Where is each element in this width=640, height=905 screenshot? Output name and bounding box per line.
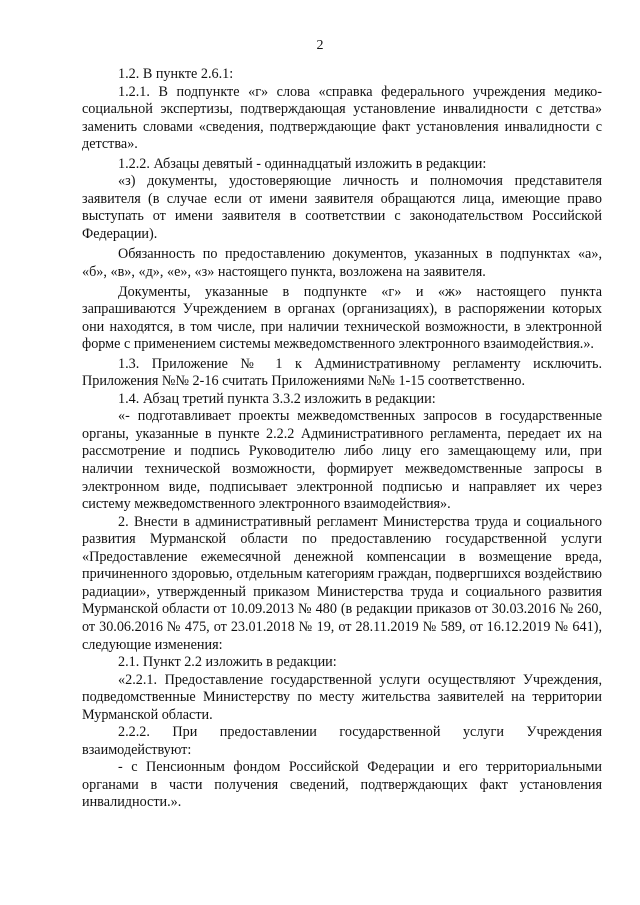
paragraph: 1.2.1. В подпункте «г» слова «справка федерального учреждения медико-социальной экспертизы, подтверждающая установление инвалидности с детства» заменить словами «сведения, подтверждающие факт установления инвалидности с детства». bbox=[82, 83, 602, 153]
paragraph: - с Пенсионным фондом Российской Федерации и его территориальными органами в части получения сведений, подтверждающих факт установления инвалидности.». bbox=[82, 759, 602, 811]
paragraph: 2.1. Пункт 2.2 изложить в редакции: bbox=[118, 654, 337, 671]
page-number: 2 bbox=[316, 38, 324, 53]
paragraph: «2.2.1. Предоставление государственной услуги осуществляют Учреждения, подведомственные Министерству по месту жительства заявителей на территории Мурманской области. bbox=[82, 671, 602, 723]
paragraph: «з) документы, удостоверяющие личность и полномочия представителя заявителя (в случае если от имени заявителя обращаются лица, имеющие право выступать от имени заявителя в соответствии с законодательством Российской Федерации). bbox=[82, 173, 602, 242]
paragraph: 1.2. В пункте 2.6.1: bbox=[118, 66, 234, 82]
paragraph: 1.4. Абзац третий пункта 3.3.2 изложить в редакции: bbox=[118, 390, 436, 407]
paragraph: 1.2.2. Абзацы девятый - одиннадцатый изложить в редакции: bbox=[118, 155, 487, 172]
document-body bbox=[82, 66, 602, 812]
paragraph: Документы, указанные в подпункте «г» и «ж» настоящего пункта запрашиваются Учреждением в органах (организациях), в распоряжении которых они находятся, в том числе, при наличии технической возможности, в электронной форме с применением системы межведомственного электронного взаимодействия.». bbox=[82, 283, 602, 353]
paragraph: 2. Внести в административный регламент Министерства труда и социального развития Мурманской области по предоставлению государственной услуги «Предоставление ежемесячной денежной компенсации в возмещение вреда, причиненного здоровью, отдельным категориям граждан, подвергшихся воздействию радиации», утвержденный приказом Министерства труда и социального развития Мурманской области от 10.09.2013 № 480 (в редакции приказов от 30.03.2016 № 260, от 30.06.2016 № 475, от 23.01.2018 № 19, от 28.11.2019 № 589, от 16.12.2019 № 641), следующие изменения: bbox=[82, 513, 602, 653]
paragraph: 1.3. Приложение № 1 к Административному регламенту исключить. Приложения №№ 2-16 считать Приложениями №№ 1-15 соответственно. bbox=[82, 355, 602, 390]
paragraph: 2.2.2. При предоставлении государственной услуги Учреждения взаимодействуют: bbox=[82, 724, 602, 758]
paragraph: Обязанность по предоставлению документов, указанных в подпунктах «а», «б», «в», «д», «е», «з» настоящего пункта, возложена на заявителя. bbox=[82, 246, 602, 281]
paragraph: «- подготавливает проекты межведомственных запросов в государственные органы, указанные в пункте 2.2.2 Административного регламента, передает их на рассмотрение и подпись Руководителю либо лицу его замещающему или, при наличии технической возможности, формирует межведомственные запросы в электронном виде, подписывает электронной подписью и направляет их через систему межведомственного электронного взаимодействия». bbox=[82, 408, 602, 513]
